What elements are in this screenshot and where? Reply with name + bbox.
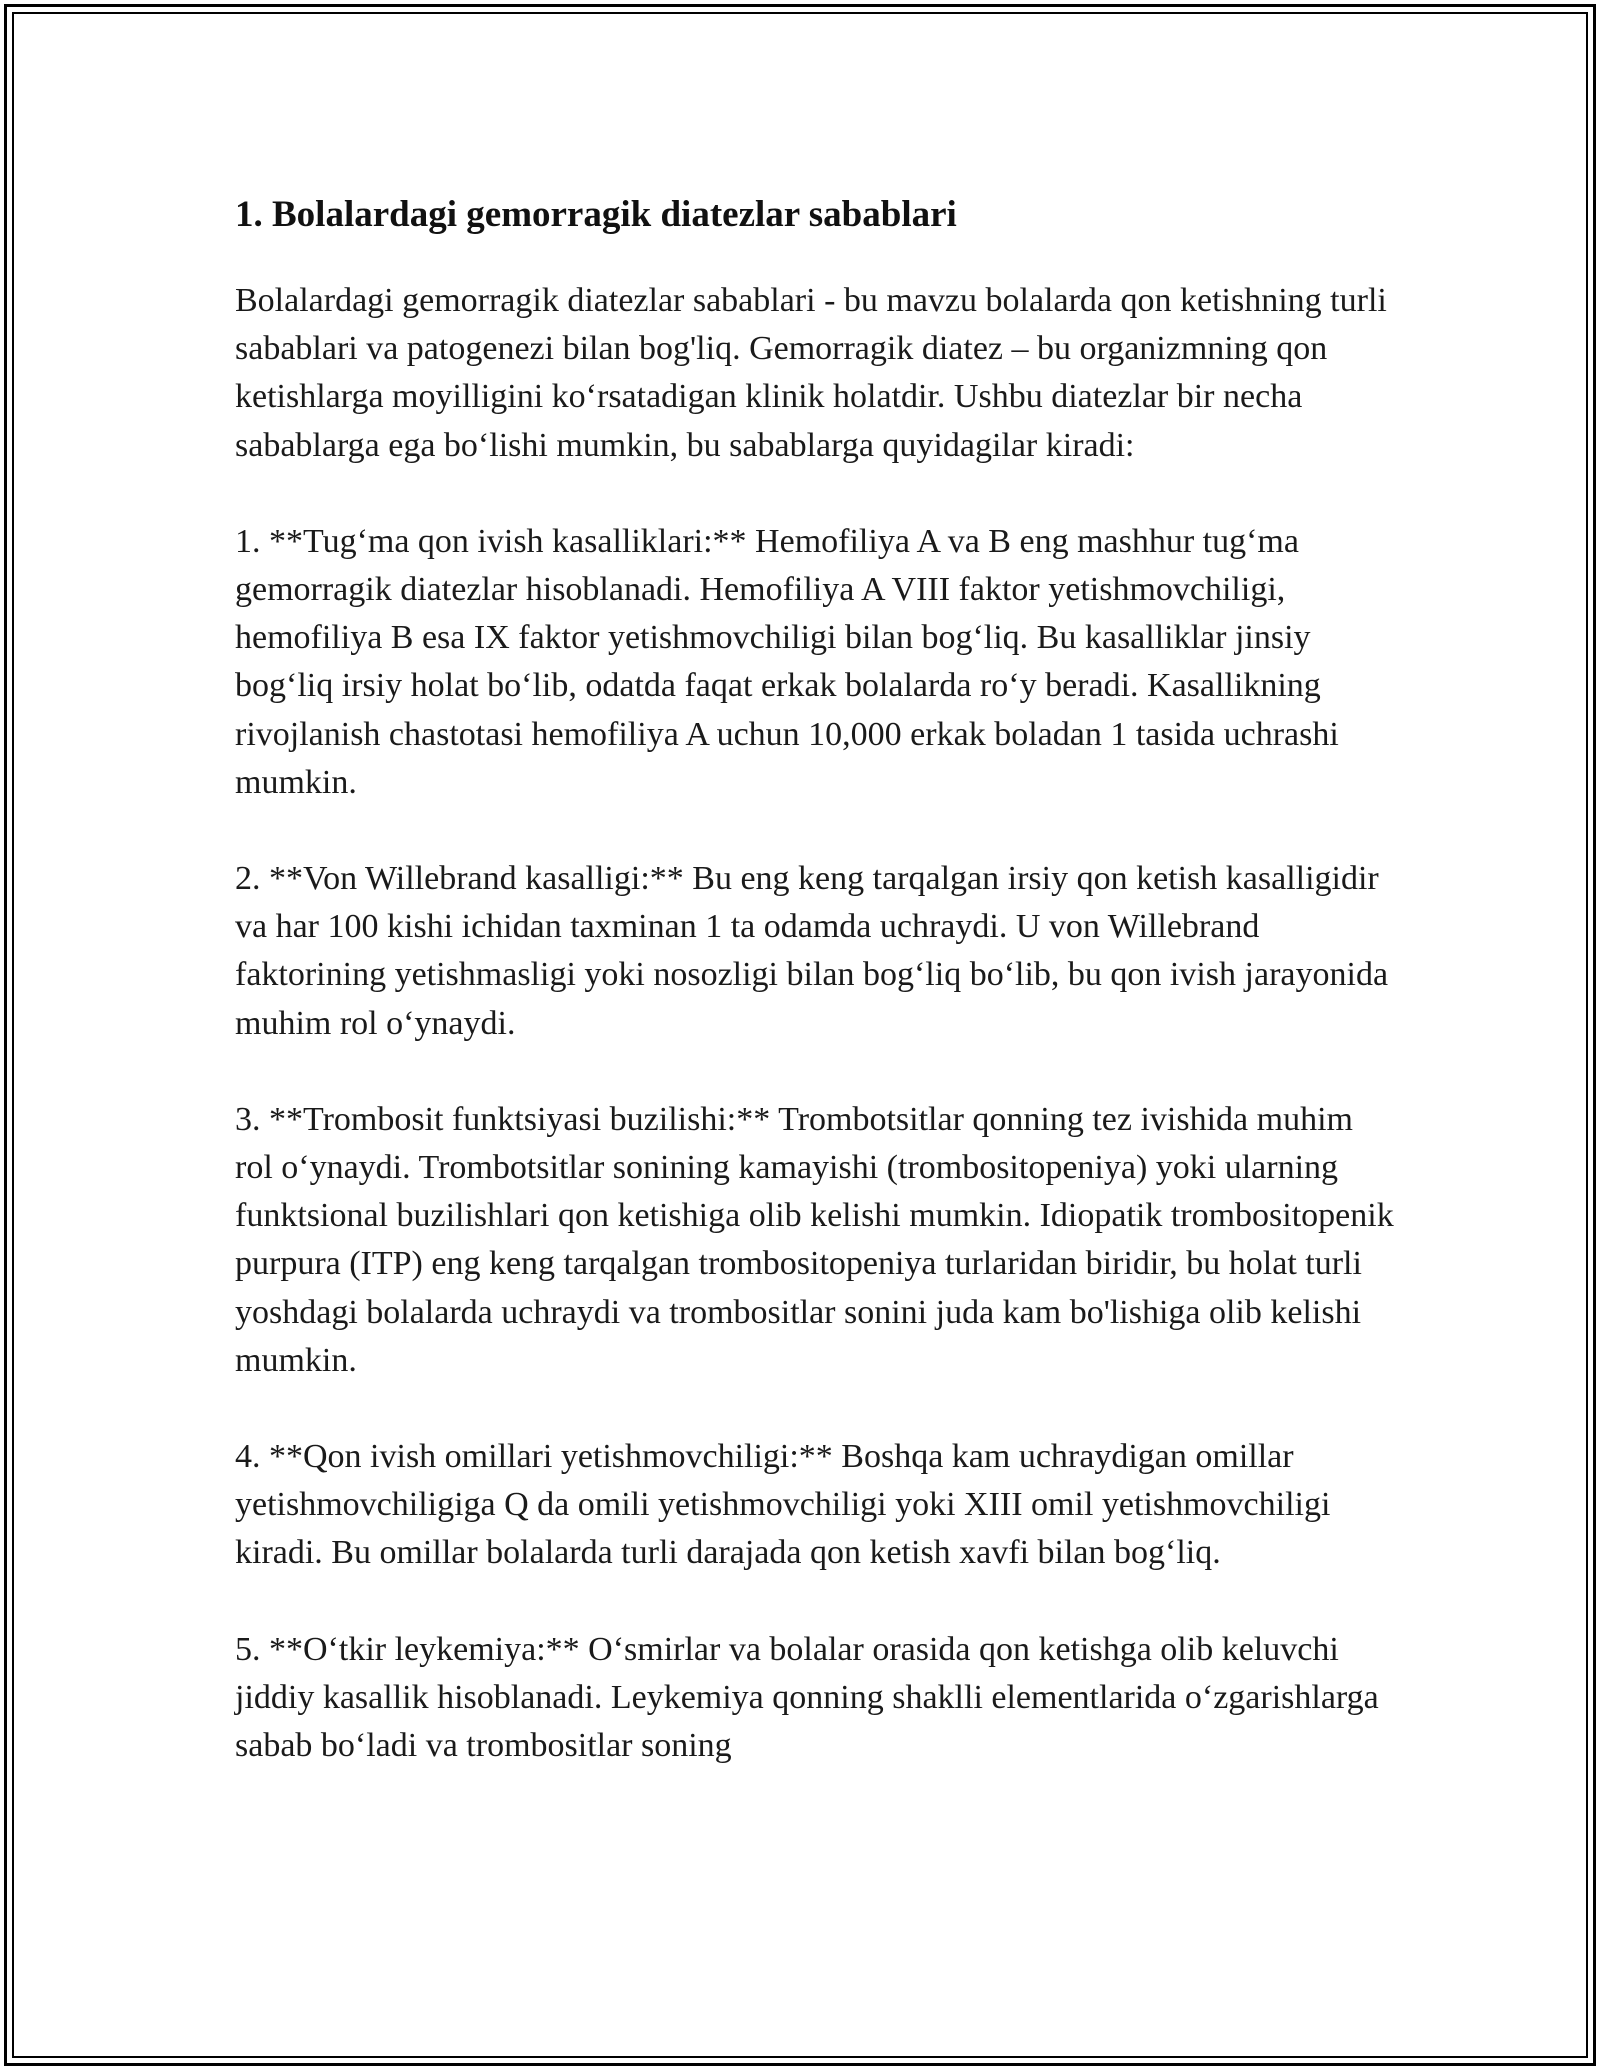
paragraph-item-5: 5. **O‘tkir leykemiya:** O‘smirlar va bolalar orasida qon ketishga olib keluvchi jiddiy kasallik hisoblanadi. Leykemiya qonning shaklli elementlarida o‘zgarishlarga sabab bo‘ladi va trombositlar soning — [235, 1630, 1379, 1765]
paragraph-item-1: 1. **Tug‘ma qon ivish kasalliklari:** Hemofiliya A va B eng mashhur tug‘ma gemorragik diatezlar hisoblanadi. Hemofiliya A VIII faktor yetishmovchiligi, hemofiliya B esa IX faktor yetishmovchiligi bilan bog‘liq. Bu kasalliklar jinsiy bog‘liq irsiy holat bo‘lib, odatda faqat erkak bolalarda ro‘y beradi. Kasallikning rivojlanish chastotasi hemofiliya A uchun 10,000 erkak boladan 1 tasida uchrashi mumkin. — [235, 522, 1339, 801]
paragraph-item-4: 4. **Qon ivish omillari yetishmovchiligi:** Boshqa kam uchraydigan omillar yetishmovchiligiga Q da omili yetishmovchiligi yoki XIII omil yetishmovchiligi kiradi. Bu omillar bolalarda turli darajada qon ketish xavfi bilan bog‘liq. — [235, 1438, 1331, 1572]
paragraph-intro: Bolalardagi gemorragik diatezlar sabablari - bu mavzu bolalarda qon ketishning turli sabablari va patogenezi bilan bog'liq. Gemorragik diatez – bu organizmning qon ketishlarga moyilligini ko‘rsatadigan klinik holatdir. Ushbu diatezlar bir necha sabablarga ega bo‘lishi mumkin, bu sabablarga quyidagilar kiradi: — [235, 282, 1387, 464]
paragraph-item-3: 3. **Trombosit funktsiyasi buzilishi:** Trombotsitlar qonning tez ivishida muhim rol o‘ynaydi. Trombotsitlar sonining kamayishi (trombositopeniya) yoki ularning funktsional buzilishlari qon ketishiga olib kelishi mumkin. Idiopatik trombositopenik purpura (ITP) eng keng tarqalgan trombositopeniya turlaridan biridir, bu holat turli yoshdagi bolalarda uchraydi va trombositlar sonini juda kam bo'lishiga olib kelishi mumkin. — [235, 1100, 1394, 1379]
document-title: 1. Bolalardagi gemorragik diatezlar sabablari — [235, 194, 957, 235]
paragraph-item-2: 2. **Von Willebrand kasalligi:** Bu eng keng tarqalgan irsiy qon ketish kasalligidir va har 100 kishi ichidan taxminan 1 ta odamda uchraydi. U von Willebrand faktorining yetishmasligi yoki nosozligi bilan bog‘liq bo‘lib, bu qon ivish jarayonida muhim rol o‘ynaydi. — [235, 860, 1389, 1042]
document-body — [235, 182, 1395, 1770]
